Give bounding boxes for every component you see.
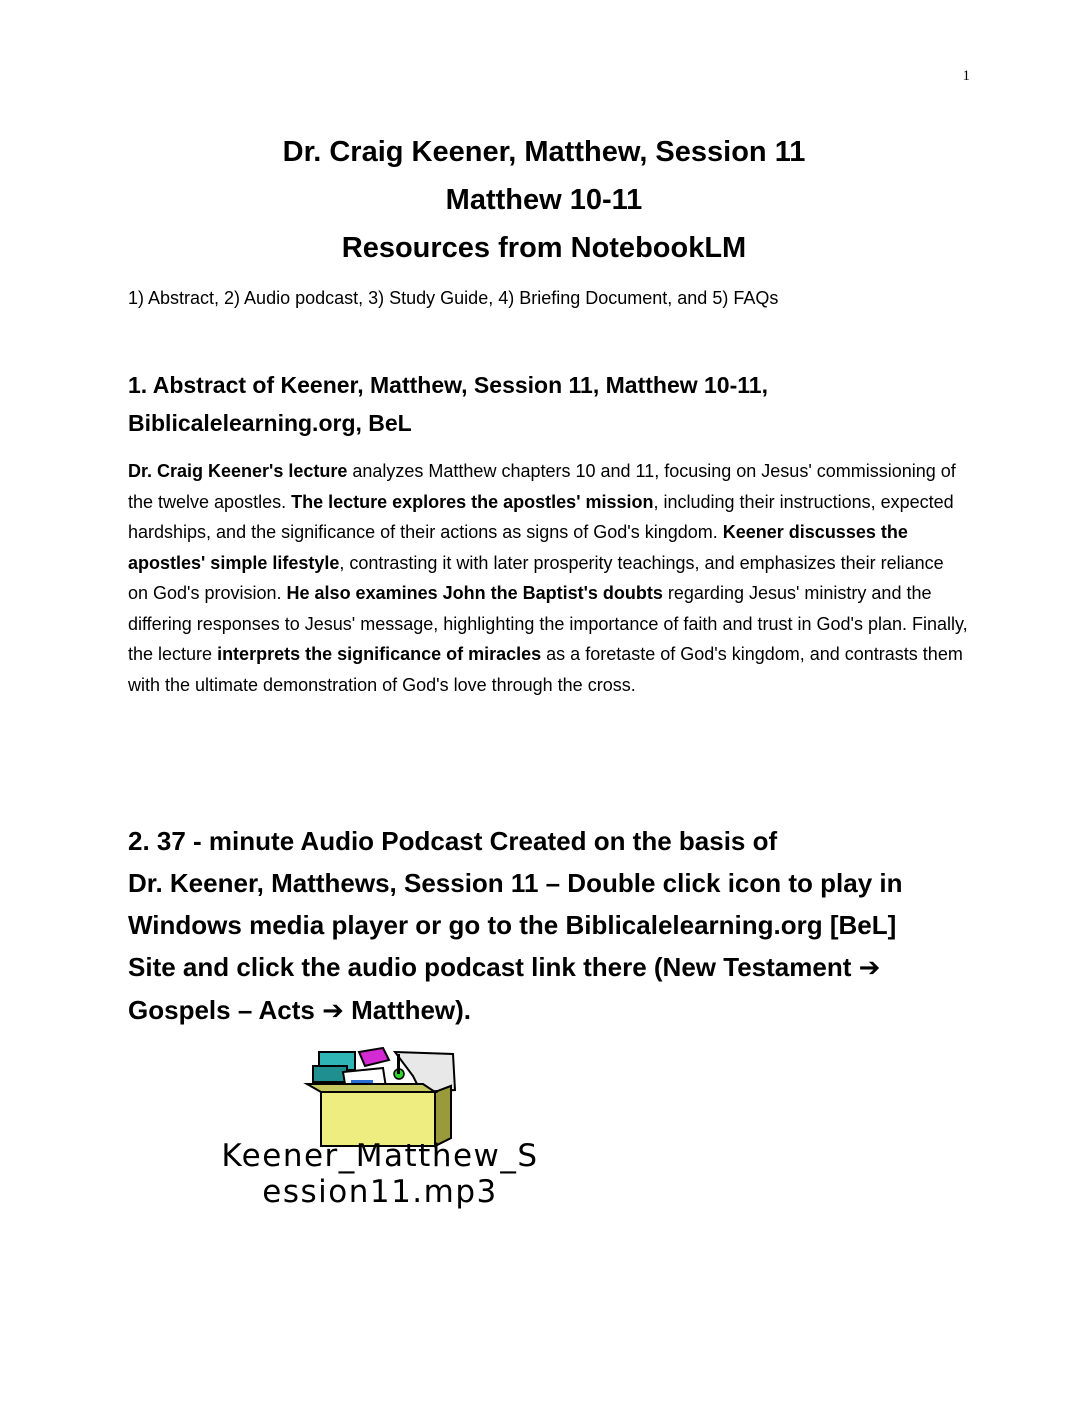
section-1-heading (128, 366, 968, 442)
section-2-heading-line-5-end: Matthew). (343, 995, 472, 1025)
abstract-emphasis: interprets the significance of miracles (217, 644, 542, 664)
abstract-text: , contrasting it with later prosperity teachings, and emphasizes their reliance on God's provision. (128, 552, 944, 603)
title-line-2: Matthew 10-11 (445, 184, 643, 216)
section-2-heading-line-5 (128, 989, 988, 1032)
section-2-heading-line-1: 2. 37 - minute Audio Podcast Created on the basis of (128, 826, 778, 856)
document-title (0, 128, 1088, 272)
section-2-heading-line-3: Windows media player or go to the Biblicalelearning.org [BeL] (128, 910, 897, 940)
abstract-text: as a foretaste of God's kingdom, and contrasts them with the ultimate demonstration of God's love through the cross. (128, 644, 963, 695)
media-package-icon-graphic (303, 1046, 461, 1150)
arrow-right-icon: ➔ (858, 953, 881, 983)
abstract-emphasis: Dr. Craig Keener's lecture (128, 461, 348, 481)
section-2-heading-line-2: Dr. Keener, Matthews, Session 11 – Double click icon to play in (128, 868, 903, 898)
abstract-paragraph (128, 456, 968, 700)
section-2-heading-line-5-text: Gospels – Acts (128, 995, 323, 1025)
section-1-heading-line-2: Biblicalelearning.org, BeL (128, 410, 412, 436)
abstract-emphasis: He also examines John the Baptist's doubts (286, 583, 663, 603)
contents-line: 1) Abstract, 2) Audio podcast, 3) Study Guide, 4) Briefing Document, and 5) FAQs (128, 288, 779, 308)
page-number: 1 (962, 68, 970, 84)
abstract-text: analyzes Matthew chapters 10 and 11, focusing on Jesus' commissioning of the twelve apostles. (128, 461, 956, 512)
media-file-label[interactable] (130, 1138, 630, 1210)
title-line-1: Dr. Craig Keener, Matthew, Session 11 (282, 136, 806, 168)
section-1-heading-line-1: 1. Abstract of Keener, Matthew, Session 11, Matthew 10-11, (128, 372, 768, 398)
section-2-heading-line-4-text: Site and click the audio podcast link there (New Testament (128, 952, 859, 982)
abstract-text: regarding Jesus' ministry and the differing responses to Jesus' message, highlighting the importance of faith and trust in God's plan. Finally, the lecture (128, 583, 968, 664)
media-file-label-line-2: ession11.mp3 (262, 1174, 498, 1210)
arrow-right-icon: ➔ (322, 996, 344, 1026)
abstract-emphasis: Keener discusses the apostles' simple lifestyle (128, 522, 908, 573)
section-2-heading-line-4 (128, 946, 988, 989)
title-line-3: Resources from NotebookLM (341, 232, 747, 264)
section-2-heading (128, 820, 988, 1032)
abstract-text: , including their instructions, expected hardships, and the significance of their actions as signs of God's kingdom. (128, 491, 954, 542)
abstract-emphasis: The lecture explores the apostles' mission (291, 491, 654, 512)
media-file-label-line-1: Keener_Matthew_S (221, 1138, 539, 1174)
media-package-icon[interactable] (303, 1046, 461, 1150)
